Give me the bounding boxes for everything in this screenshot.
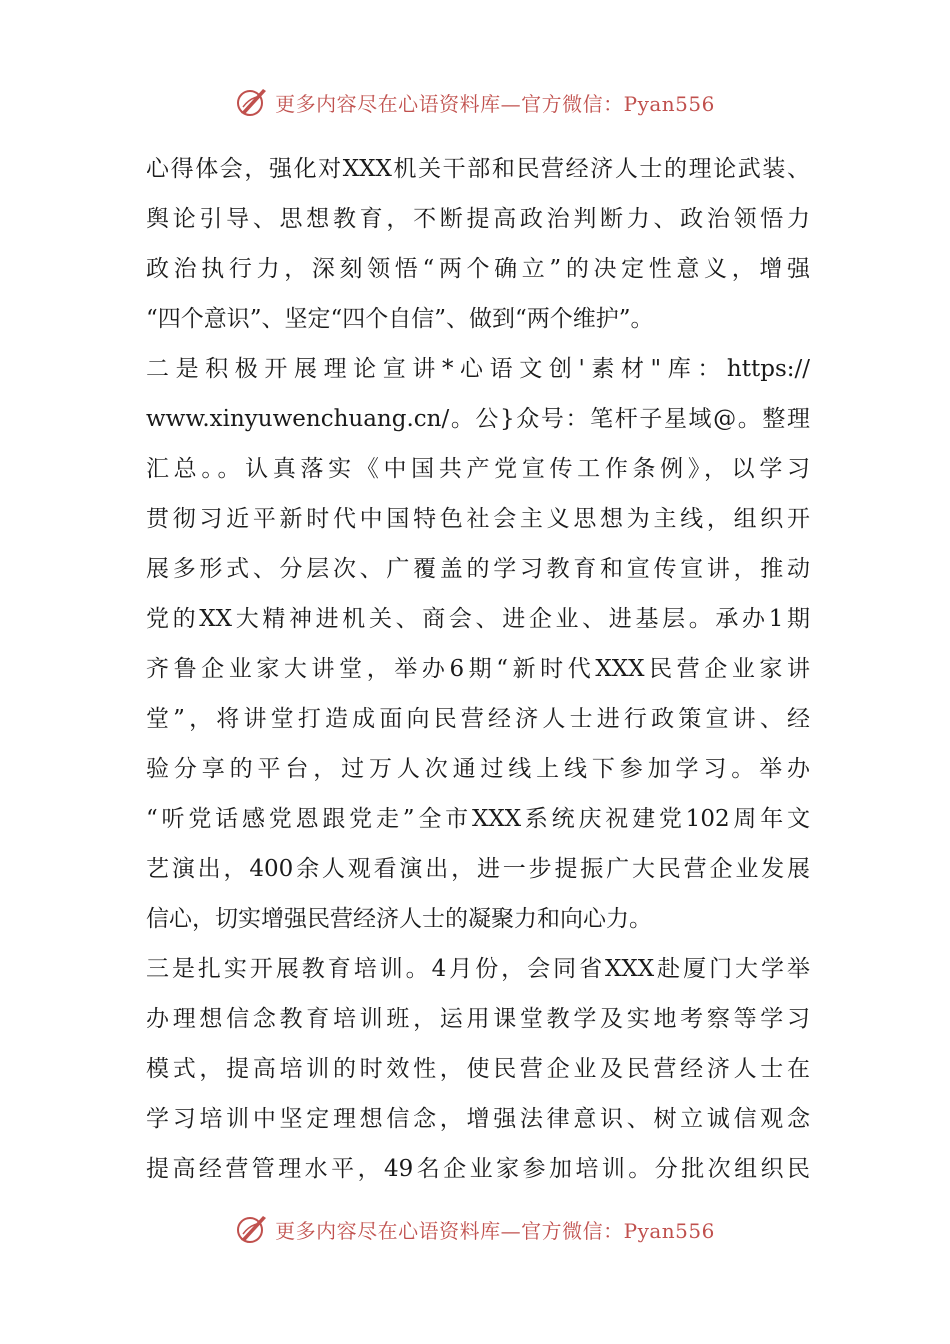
quill-pen-logo-icon xyxy=(235,85,269,119)
quill-pen-logo-icon xyxy=(235,1212,269,1246)
body-line: “四个意识”、坚定“四个自信”、做到“两个维护”。 xyxy=(146,306,654,332)
body-line: 信心，切实增强民营经济人士的凝聚力和向心力。 xyxy=(146,906,652,932)
body-line: 艺演出，400余人观看演出，进一步提振广大民营企业发展 xyxy=(146,856,810,882)
body-line: 党的XX大精神进机关、商会、进企业、进基层。承办1期 xyxy=(146,606,810,632)
body-line: 汇总。。认真落实《中国共产党宣传工作条例》，以学习 xyxy=(146,456,810,482)
body-line: 模式，提高培训的时效性，使民营企业及民营经济人士在 xyxy=(146,1056,810,1082)
body-line: 贯彻习近平新时代中国特色社会主义思想为主线，组织开 xyxy=(146,506,810,532)
body-line: 办理想信念教育培训班，运用课堂教学及实地考察等学习 xyxy=(146,1006,810,1032)
document-body xyxy=(146,144,810,1194)
body-line: 验分享的平台，过万人次通过线上线下参加学习。举办 xyxy=(146,756,810,782)
footer-banner xyxy=(0,1209,950,1249)
body-line: 三是扎实开展教育培训。4月份，会同省XXX赴厦门大学举 xyxy=(146,956,810,982)
body-line: 心得体会，强化对XXX机关干部和民营经济人士的理论武装、 xyxy=(146,156,810,182)
body-line: 二是积极开展理论宣讲*心语文创'素材"库：https:// xyxy=(146,356,810,382)
body-line: 堂”，将讲堂打造成面向民营经济人士进行政策宣讲、经 xyxy=(146,706,810,732)
footer-banner-text: 更多内容尽在心语资料库—官方微信：Pyan556 xyxy=(275,1218,715,1243)
body-line: 舆论引导、思想教育，不断提高政治判断力、政治领悟力 xyxy=(146,206,810,232)
body-line: 齐鲁企业家大讲堂，举办6期“新时代XXX民营企业家讲 xyxy=(146,656,810,682)
body-line: 提高经营管理水平，49名企业家参加培训。分批次组织民 xyxy=(146,1156,810,1182)
header-banner xyxy=(0,82,950,122)
body-line: 政治执行力，深刻领悟“两个确立”的决定性意义，增强 xyxy=(146,256,810,282)
body-line: “听党话感党恩跟党走”全市XXX系统庆祝建党102周年文 xyxy=(146,806,810,832)
body-line: 展多形式、分层次、广覆盖的学习教育和宣传宣讲，推动 xyxy=(146,556,810,582)
body-line: 学习培训中坚定理想信念，增强法律意识、树立诚信观念 xyxy=(146,1106,810,1132)
body-line: www.xinyuwenchuang.cn/。公}众号：笔杆子星域@。整理 xyxy=(146,406,810,432)
header-banner-text: 更多内容尽在心语资料库—官方微信：Pyan556 xyxy=(275,91,715,116)
